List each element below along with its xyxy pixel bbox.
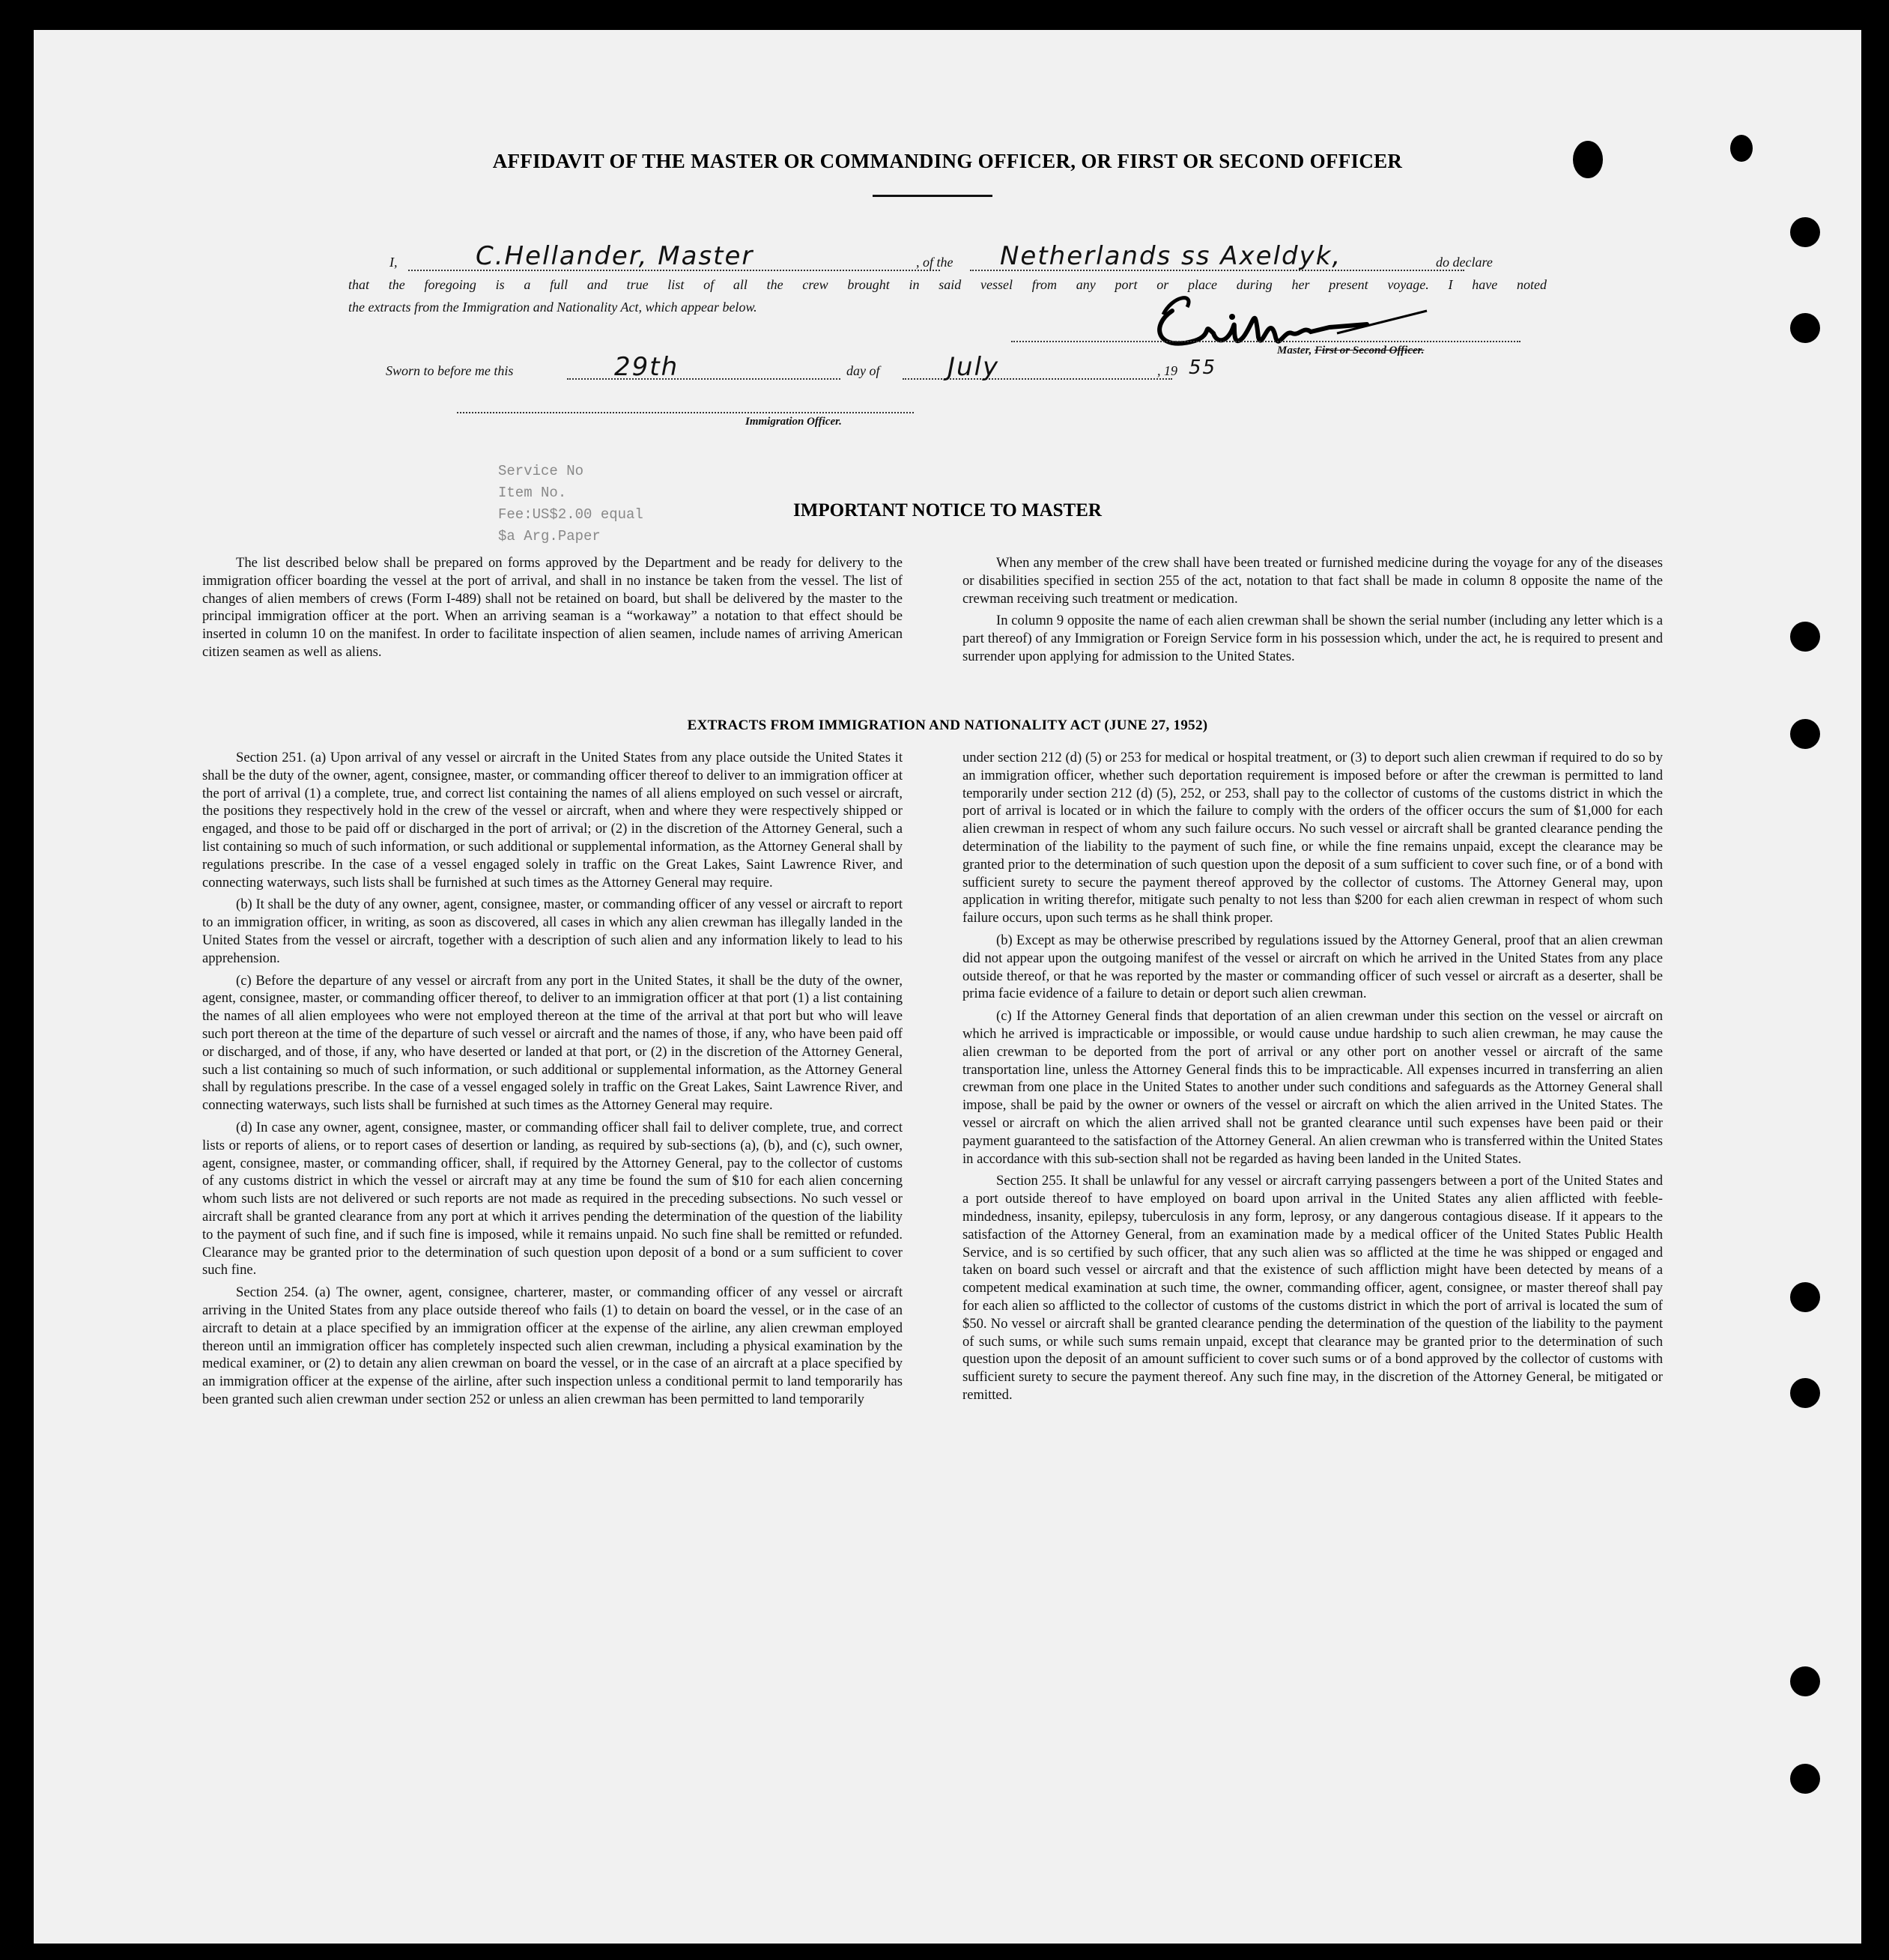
notice-right-column xyxy=(962,554,1663,670)
year-suffix-handwritten: 55 xyxy=(1189,356,1217,379)
do-declare-label: do declare xyxy=(1436,255,1493,270)
officer-dotted-line xyxy=(457,412,914,413)
punch-hole xyxy=(1573,141,1603,178)
punch-hole xyxy=(1790,719,1820,749)
stamp-line-4: $a Arg.Paper xyxy=(498,528,601,544)
affidavit-title: AFFIDAVIT OF THE MASTER OR COMMANDING OFFICER, OR FIRST OR SECOND OFFICER xyxy=(492,150,1403,172)
section-251-b: (b) It shall be the duty of any owner, agent, consignee, master, or commanding officer of any vessel or aircraft to report to an immigration officer, in writing, as soon as discovered, all cases in which any alien crewman has illegally landed in the United States from the vessel or aircraft, together with a description of such alien and any information likely to lead to his apprehension. xyxy=(202,896,903,966)
extracts-left-column xyxy=(202,749,903,1413)
sworn-day-dotted-line xyxy=(567,378,840,380)
of-the-label: , of the xyxy=(916,255,953,270)
punch-hole xyxy=(1790,622,1820,652)
signature-dotted-line xyxy=(1011,341,1520,342)
section-251-d: (d) In case any owner, agent, consignee, master, or commanding officer shall fail to deliver complete, true, and correct lists or reports of aliens, or to report cases of desertion or landing, as required by sub-sections (a), (b), and (c), such owner, agent, consignee, master, or commanding officer, shall, if required by the Attorney General, pay to the collector of customs of any customs district in which the vessel or aircraft may at any time be found the sum of $10 for each alien concerning whom such lists are not delivered or such reports are not made as required in the preceding subsections. No such vessel or aircraft shall be granted clearance from any port at which it arrives pending the determination of the question of the liability to the payment of such fine, and if such fine is imposed, while it remains unpaid. No such fine shall be remitted or refunded. Clearance may be granted prior to the determination of such question upon deposit of a bond or a sum sufficient to cover such fine. xyxy=(202,1119,903,1278)
statement-line-1: that the foregoing is a full and true list of all the crew brought in said vessel from any port or place during her present voyage. I have noted xyxy=(348,277,1547,292)
sworn-day-handwritten: 29th xyxy=(614,352,679,382)
master-caption-text: Master, xyxy=(1277,345,1312,356)
notice-left-paragraph: The list described below shall be prepared on forms approved by the Department and be ready for delivery to the immigration officer boarding the vessel at the port of arrival, and shall in no instance be taken from the vessel. The list of changes of alien members of crews (Form I-489) shall not be retained on board, but shall be delivered by the master to the principal immigration officer at the port. When an arriving seaman is a “workaway” a notation to that effect should be inserted in column 10 on the manifest. In order to facilitate inspection of alien seamen, include names of arriving American citizen seamen as well as aliens. xyxy=(202,555,903,660)
immigration-officer-caption: Immigration Officer. xyxy=(745,416,842,428)
i-label: I, xyxy=(389,255,398,270)
statement-line-2: the extracts from the Immigration and Nationality Act, which appear below. xyxy=(348,300,757,315)
punch-hole xyxy=(1790,1282,1820,1312)
master-name-handwritten: C.Hellander, Master xyxy=(476,241,754,271)
section-254-a-continued: under section 212 (d) (5) or 253 for medical or hospital treatment, or (3) to deport such alien crewman if required to do so by an immigration officer, whether such deportation requirement is imposed before or after the crewman is permitted to land temporarily under section 212 (d) (5), 252, or 253, shall pay to the collector of customs of the customs district in which the port of arrival is located or in which the failure to comply with the orders of the officer occurs the sum of $1,000 for each alien crewman in respect of whom any such failure occurs. No such vessel or aircraft shall be granted clearance pending the determination of the liability to the payment of such fine, or while the fine remains unpaid, except the clearance may be granted prior to the determination of such question upon the deposit of a sum sufficient to cover such fine, or of a bond with sufficient surety to secure the payment thereof approved by the collector of customs. The Attorney General may, upon application in writing therefor, mitigate such penalty to not less than $200 for each alien crewman in respect of whom such failure occurs, upon such terms as he shall think proper. xyxy=(962,750,1663,926)
stamp-line-1: Service No xyxy=(498,463,584,479)
section-254-b: (b) Except as may be otherwise prescribed by regulations issued by the Attorney General, proof that an alien crewman did not appear upon the outgoing manifest of the vessel or aircraft on which he arrived in the United States from any place outside thereof, or that he was reported by the master or commanding officer of such vessel or aircraft as a deserter, shall be prima facie evidence of a failure to detain or deport such alien crewman. xyxy=(962,932,1663,1002)
master-caption xyxy=(1277,345,1424,357)
section-255: Section 255. It shall be unlawful for any vessel or aircraft carrying passengers between a port of the United States and a port outside thereof to have employed on board upon arrival in the United States any alien afflicted with feeble-mindedness, insanity, epilepsy, tuberculosis in any form, leprosy, or any dangerous contagious disease. If it appears to the satisfaction of the Attorney General, from an examination made by a medical officer of the United States Public Health Service, and is so certified by such officer, that any such alien was so afflicted at the time he was shipped or engaged and taken on board such vessel or aircraft and that the existence of such affliction might have been detected by means of a competent medical examination at such time, the owner, commanding officer, agent, consignee, or master thereof shall pay for each alien so afflicted to the collector of customs of the customs district in which the port of arrival is located the sum of $50. No vessel or aircraft shall be granted clearance pending the determination of the question of the liability to the payment of such sums, or while such sums remain unpaid, except that clearance may be granted prior to the determination of such question upon the deposit of an amount sufficient to cover such sums or of a bond approved by the collector of customs with sufficient surety to secure the payment thereof. Any such fine may, in the discretion of the Attorney General, be mitigated or remitted. xyxy=(962,1173,1663,1403)
extracts-title: EXTRACTS FROM IMMIGRATION AND NATIONALITY ACT (JUNE 27, 1952) xyxy=(687,717,1208,733)
master-caption-struck: First or Second Officer. xyxy=(1315,345,1425,356)
notice-right-paragraph-2: In column 9 opposite the name of each alien crewman shall be shown the serial number (including any letter which is a part thereof) of any Immigration or Foreign Service form in his possession which, under the act, he is required to present and surrender upon applying for admission to the United States. xyxy=(962,613,1663,664)
stamp-line-2: Item No. xyxy=(498,485,567,501)
extracts-right-column xyxy=(962,749,1663,1409)
punch-hole xyxy=(1790,1378,1820,1408)
sworn-month-dotted-line xyxy=(903,378,1172,380)
notice-right-paragraph-1: When any member of the crew shall have been treated or furnished medicine during the voyage for any of the diseases or disabilities specified in section 255 of the act, notation to that fact shall be made in column 8 opposite the name of the crewman receiving such treatment or medication. xyxy=(962,555,1663,607)
document-page xyxy=(34,30,1861,1944)
section-251-a: Section 251. (a) Upon arrival of any vessel or aircraft in the United States from any place outside the United States it shall be the duty of the owner, agent, consignee, master, or commanding officer thereof to deliver to an immigration officer at the port of arrival (1) a complete, true, and correct list containing the names of all aliens employed on such vessel or aircraft, the positions they respectively hold in the crew of the vessel or aircraft, when and where they were respectively shipped or engaged, and those to be paid off or discharged in the port of arrival; or (2) in the discretion of the Attorney General, such a list containing so much of such information, or such additional or supplemental information, as the Attorney General shall by regulations prescribe. In the case of a vessel engaged solely in traffic on the Great Lakes, Saint Lawrence River, and connecting waterways, such lists shall be furnished at such times as the Attorney General may require. xyxy=(202,750,903,891)
sworn-label: Sworn to before me this xyxy=(386,363,514,378)
punch-hole xyxy=(1790,1666,1820,1696)
punch-hole xyxy=(1790,1764,1820,1794)
notice-title: IMPORTANT NOTICE TO MASTER xyxy=(793,500,1102,521)
notice-left-column xyxy=(202,554,903,666)
stamp-line-3: Fee:US$2.00 equal xyxy=(498,506,643,523)
punch-hole xyxy=(1790,217,1820,247)
punch-hole xyxy=(1730,135,1753,162)
section-254-a: Section 254. (a) The owner, agent, consignee, charterer, master, or commanding officer of any vessel or aircraft arriving in the United States from any place outside thereof who fails (1) to detain on board the vessel, or in the case of an aircraft to detain at a place specified by an immigration officer at the expense of the airline, any alien crewman employed thereon until an immigration officer has completely inspected such alien crewman, including a physical examination by the medical examiner, or (2) to detain any alien crewman on board the vessel, or in the case of an aircraft at a place specified by an immigration officer at the expense of the airline, after such inspection unless a conditional permit to land temporarily has been granted such alien crewman under section 252 or unless an alien crewman has been permitted to land temporarily xyxy=(202,1284,903,1407)
punch-hole xyxy=(1790,313,1820,343)
vessel-handwritten: Netherlands ss Axeldyk, xyxy=(1000,241,1342,271)
day-of-label: day of xyxy=(846,363,880,378)
section-251-c: (c) Before the departure of any vessel or aircraft from any port in the United States, it shall be the duty of the owner, agent, consignee, master, or commanding officer thereof, to deliver to an immigration officer at that port (1) a list containing the names of all alien employees who were not employed thereon at the time of the arrival at that port but who will leave such port thereon at the time of the departure of such vessel or aircraft and the names of those, if any, who have been paid off or discharged, and of those, if any, who have deserted or landed at that port, or (2) in the discretion of the Attorney General, such a list containing so much of such information, or such additional or supplemental information, as the Attorney General shall by regulations prescribe. In the case of a vessel engaged solely in traffic on the Great Lakes, Saint Lawrence River, and connecting waterways, such lists shall be furnished at such times as the Attorney General may require. xyxy=(202,972,903,1114)
title-underline xyxy=(873,195,992,197)
section-254-c: (c) If the Attorney General finds that deportation of an alien crewman under this section on the vessel or aircraft on which he arrived is impracticable or impossible, or would cause undue hardship to such alien crewman, he may cause the alien crewman to be deported from the port of arrival or any other port on another vessel or aircraft of the same transportation line, unless the Attorney General finds this to be impracticable. All expenses incurred in transferring an alien crewman from one place in the United States to another under such conditions and safeguards as the Attorney General shall impose, shall be paid by the owner or owners of the vessel or aircraft on which the alien arrived in the United States. The vessel or aircraft on which the alien arrived shall not be granted clearance until such expenses have been paid or their payment guaranteed to the satisfaction of the Attorney General. An alien crewman who is transferred within the United States in accordance with this sub-section shall not be regarded as having been landed in the United States. xyxy=(962,1008,1663,1167)
sworn-month-handwritten: July xyxy=(947,352,1000,382)
year-prefix: , 19 xyxy=(1157,363,1177,378)
